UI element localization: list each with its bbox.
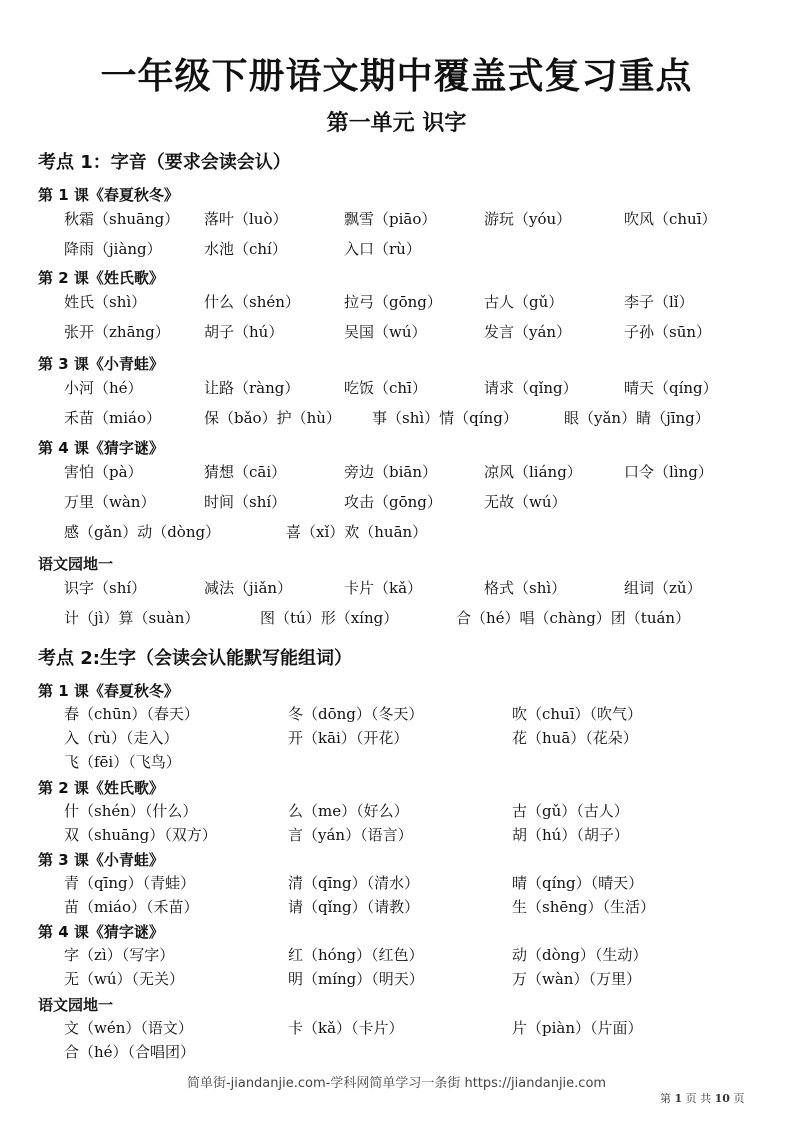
lesson-heading: 第 2 课《姓氏歌》 [38,269,164,287]
vocab-entry: 旁边（biān） [344,463,438,481]
vocab-entry: 飘雪（piāo） [344,210,437,228]
entry-row [0,407,793,433]
page-total: 10 [714,1092,730,1105]
vocab-entry: 水池（chí） [204,240,287,258]
vocab-entry: 双（shuāng）（双方） [64,826,217,844]
vocab-entry: 春（chūn）（春天） [64,705,199,723]
entry-row [0,727,793,753]
lesson-heading: 第 3 课《小青蛙》 [38,355,164,373]
vocab-entry: 文（wén）（语文） [64,1019,193,1037]
vocab-entry: 请（qǐng）（请教） [288,898,420,916]
vocab-entry: 眼（yǎn）睛（jīng） [564,409,710,427]
vocab-entry: 图（tú）形（xíng） [260,609,399,627]
entry-row [0,968,793,994]
entry-row [0,824,793,850]
vocab-entry: 小河（hé） [64,379,143,397]
entry-row [0,521,793,547]
vocab-entry: 降雨（jiàng） [64,240,162,258]
vocab-entry: 减法（jiǎn） [204,579,293,597]
vocab-entry: 红（hóng）（红色） [288,946,424,964]
vocab-entry: 什（shén）（什么） [64,802,198,820]
entry-row [0,872,793,898]
vocab-entry: 吹（chuī）（吹气） [512,705,643,723]
vocab-entry: 无故（wú） [484,493,567,511]
entry-row [0,238,793,264]
entry-row [0,944,793,970]
entry-row [0,1017,793,1043]
lesson-heading: 第 1 课《春夏秋冬》 [38,682,179,700]
vocab-entry: 入口（rù） [344,240,421,258]
vocab-entry: 识字（shí） [64,579,147,597]
vocab-entry: 计（jì）算（suàn） [64,609,200,627]
entry-row [0,896,793,922]
vocab-entry: 游玩（yóu） [484,210,572,228]
vocab-entry: 合（hé）唱（chàng）团（tuán） [456,609,691,627]
vocab-entry: 什么（shén） [204,293,300,311]
vocab-entry: 秋霜（shuāng） [64,210,180,228]
vocab-entry: 无（wú）（无关） [64,970,185,988]
lesson-heading: 第 1 课《春夏秋冬》 [38,186,179,204]
vocab-entry: 言（yán）（语言） [288,826,413,844]
vocab-entry: 害怕（pà） [64,463,143,481]
lesson-heading: 语文园地一 [38,555,114,573]
vocab-entry: 猜想（cāi） [204,463,287,481]
vocab-entry: 开（kāi）（开花） [288,729,409,747]
vocab-entry: 姓氏（shì） [64,293,147,311]
vocab-entry: 古（gǔ）（古人） [512,802,629,820]
vocab-entry: 苗（miáo）（禾苗） [64,898,199,916]
entry-row [0,607,793,633]
entry-row [0,800,793,826]
entry-row [0,208,793,234]
entry-row [0,491,793,517]
vocab-entry: 组词（zǔ） [624,579,702,597]
vocab-entry: 张开（zhāng） [64,323,170,341]
vocab-entry: 吃饭（chī） [344,379,427,397]
vocab-entry: 保（bǎo）护（hù） [204,409,341,427]
vocab-entry: 请求（qǐng） [484,379,578,397]
page-prefix: 第 [660,1092,671,1105]
vocab-entry: 子孙（sūn） [624,323,712,341]
vocab-entry: 入（rù）（走入） [64,729,179,747]
entry-row [0,461,793,487]
entry-row [0,321,793,347]
vocab-entry: 万（wàn）（万里） [512,970,641,988]
vocab-entry: 字（zì）（写字） [64,946,175,964]
vocab-entry: 胡（hú）（胡子） [512,826,629,844]
vocab-entry: 事（shì）情（qíng） [372,409,518,427]
vocab-entry: 格式（shì） [484,579,567,597]
vocab-entry: 生（shēng）（生活） [512,898,655,916]
vocab-entry: 青（qīng）（青蛙） [64,874,196,892]
vocab-entry: 落叶（luò） [204,210,288,228]
page-number [660,1090,744,1106]
vocab-entry: 胡子（hú） [204,323,284,341]
lesson-heading: 第 2 课《姓氏歌》 [38,779,164,797]
vocab-entry: 李子（lǐ） [624,293,694,311]
vocab-entry: 让路（ràng） [204,379,300,397]
part1-heading: 考点 1：字音（要求会读会认） [38,152,291,173]
page-suffix: 页 [733,1092,745,1105]
entry-row [0,751,793,777]
vocab-entry: 冬（dōng）（冬天） [288,705,424,723]
lesson-heading: 语文园地一 [38,996,114,1014]
page-current: 1 [674,1092,683,1105]
vocab-entry: 吹风（chuī） [624,210,717,228]
vocab-entry: 卡（kǎ）（卡片） [288,1019,404,1037]
vocab-entry: 凉风（liáng） [484,463,582,481]
vocab-entry: 喜（xǐ）欢（huān） [286,523,428,541]
vocab-entry: 明（míng）（明天） [288,970,424,988]
vocab-entry: 动（dòng）（生动） [512,946,648,964]
vocab-entry: 晴（qíng）（晴天） [512,874,644,892]
entry-row [0,1041,793,1067]
vocab-entry: 么（me）（好么） [288,802,409,820]
vocab-entry: 吴国（wú） [344,323,427,341]
entry-row [0,703,793,729]
vocab-entry: 古人（gǔ） [484,293,564,311]
page-mid: 页 共 [685,1092,712,1105]
entry-row [0,577,793,603]
vocab-entry: 口令（lìng） [624,463,713,481]
vocab-entry: 飞（fēi）（飞鸟） [64,753,181,771]
entry-row [0,291,793,317]
lesson-heading: 第 4 课《猜字谜》 [38,923,164,941]
vocab-entry: 拉弓（gōng） [344,293,442,311]
vocab-entry: 清（qīng）（清水） [288,874,420,892]
page-title: 一年级下册语文期中覆盖式复习重点 [100,56,693,97]
vocab-entry: 合（hé）（合唱团） [64,1043,196,1061]
vocab-entry: 攻击（gōng） [344,493,442,511]
entry-row [0,377,793,403]
vocab-entry: 晴天（qíng） [624,379,718,397]
lesson-heading: 第 4 课《猜字谜》 [38,439,164,457]
vocab-entry: 时间（shí） [204,493,287,511]
vocab-entry: 花（huā）（花朵） [512,729,638,747]
vocab-entry: 片（piàn）（片面） [512,1019,643,1037]
unit-subtitle: 第一单元 识字 [326,111,467,136]
footer-watermark: 简单街-jiandanjie.com-学科网简单学习一条街 https://jiandanjie.com [186,1076,607,1091]
vocab-entry: 禾苗（miáo） [64,409,161,427]
vocab-entry: 感（gǎn）动（dòng） [64,523,221,541]
vocab-entry: 卡片（kǎ） [344,579,423,597]
part2-heading: 考点 2:生字（会读会认能默写能组词） [38,648,352,669]
lesson-heading: 第 3 课《小青蛙》 [38,851,164,869]
vocab-entry: 发言（yán） [484,323,572,341]
vocab-entry: 万里（wàn） [64,493,156,511]
